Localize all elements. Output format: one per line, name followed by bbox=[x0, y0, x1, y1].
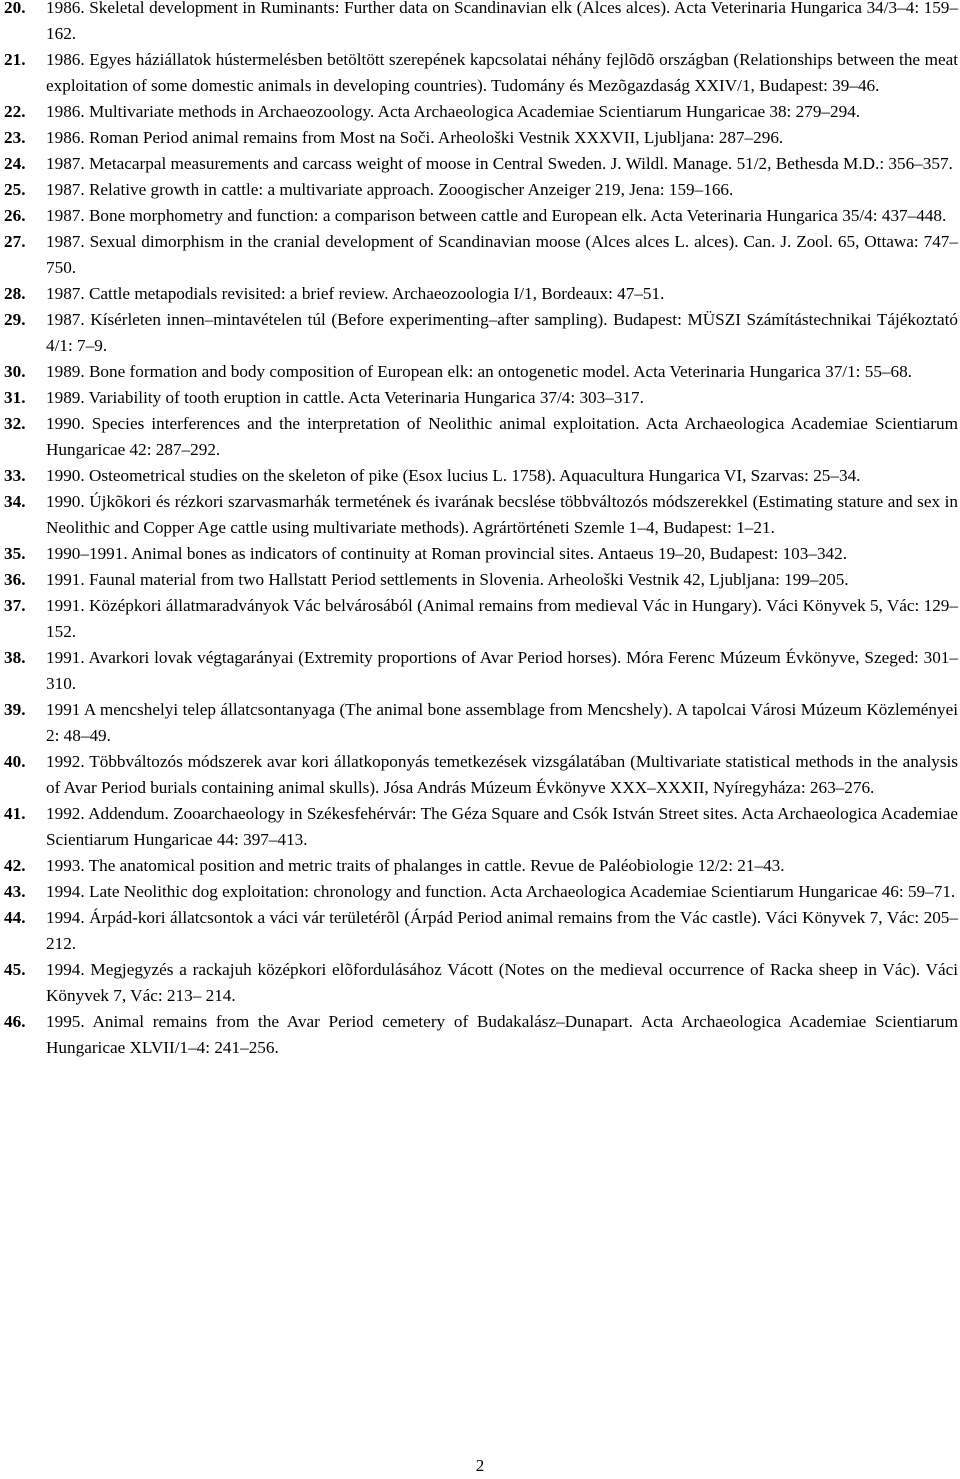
entry-citation: 1986. Roman Period animal remains from Most na Soči. Arheološki Vestnik XXXVII, Ljubljana: 287–296. bbox=[46, 128, 784, 147]
entry-citation: 1990–1991. Animal bones as indicators of continuity at Roman provincial sites. Antaeus 19–20, Budapest: 103–342. bbox=[46, 544, 848, 563]
bibliography-entry-44 bbox=[0, 905, 960, 957]
entry-number: 46. bbox=[4, 1012, 26, 1031]
entry-number: 23. bbox=[4, 128, 26, 147]
bibliography-entry-33 bbox=[0, 463, 960, 489]
entry-citation: 1986. Skeletal development in Ruminants: Further data on Scandinavian elk (Alces alces). Acta Veterinaria Hungarica 34/3–4: 159–162. bbox=[46, 0, 958, 43]
entry-citation: 1990. Újkõkori és rézkori szarvasmarhák termetének és ivarának becslése többváltozós módszerekkel (Estimating stature and sex in Neolithic and Copper Age cattle using multivariate methods). Agrártörténeti Szemle 1–4, Budapest: 1–21. bbox=[46, 492, 958, 537]
bibliography-entry-34 bbox=[0, 489, 960, 541]
entry-number: 31. bbox=[4, 388, 26, 407]
entry-citation: 1991. Avarkori lovak végtagarányai (Extremity proportions of Avar Period horses). Móra Ferenc Múzeum Évkönyve, Szeged: 301–310. bbox=[46, 648, 958, 693]
entry-citation: 1986. Multivariate methods in Archaeozoology. Acta Archaeologica Academiae Scientiarum Hungaricae 38: 279–294. bbox=[46, 102, 861, 121]
entry-number: 32. bbox=[4, 414, 26, 433]
bibliography-entry-40 bbox=[0, 749, 960, 801]
entry-citation: 1987. Bone morphometry and function: a comparison between cattle and European elk. Acta Veterinaria Hungarica 35/4: 437–448. bbox=[46, 206, 947, 225]
bibliography-entry-28 bbox=[0, 281, 960, 307]
bibliography-entry-38 bbox=[0, 645, 960, 697]
entry-citation: 1989. Bone formation and body composition of European elk: an ontogenetic model. Acta Veterinaria Hungarica 37/1: 55–68. bbox=[46, 362, 913, 381]
entry-number: 27. bbox=[4, 232, 26, 251]
entry-citation: 1990. Osteometrical studies on the skeleton of pike (Esox lucius L. 1758). Aquacultura Hungarica VI, Szarvas: 25–34. bbox=[46, 466, 861, 485]
bibliography-entry-35 bbox=[0, 541, 960, 567]
entry-number: 35. bbox=[4, 544, 26, 563]
entry-number: 44. bbox=[4, 908, 26, 927]
entry-citation: 1994. Árpád-kori állatcsontok a váci vár területérõl (Árpád Period animal remains from the Vác castle). Váci Könyvek 7, Vác: 205–212. bbox=[46, 908, 958, 953]
bibliography-entry-43 bbox=[0, 879, 960, 905]
entry-number: 30. bbox=[4, 362, 26, 381]
entry-citation: 1986. Egyes háziállatok hústermelésben betöltött szerepének kapcsolatai néhány fejlõdõ országban (Relationships between the meat exploitation of some domestic animals in developing countries). Tudomány és Mezõgazdaság XXIV/1, Budapest: 39–46. bbox=[46, 50, 958, 95]
entry-number: 21. bbox=[4, 50, 26, 69]
bibliography-entry-39 bbox=[0, 697, 960, 749]
bibliography-entry-24 bbox=[0, 151, 960, 177]
bibliography-entry-20 bbox=[0, 0, 960, 47]
bibliography-entry-36 bbox=[0, 567, 960, 593]
entry-citation: 1993. The anatomical position and metric traits of phalanges in cattle. Revue de Paléobiologie 12/2: 21–43. bbox=[46, 856, 785, 875]
entry-number: 28. bbox=[4, 284, 26, 303]
bibliography-entry-42 bbox=[0, 853, 960, 879]
entry-number: 26. bbox=[4, 206, 26, 225]
entry-number: 40. bbox=[4, 752, 26, 771]
entry-citation: 1991. Középkori állatmaradványok Vác belvárosából (Animal remains from medieval Vác in Hungary). Váci Könyvek 5, Vác: 129–152. bbox=[46, 596, 958, 641]
bibliography-entry-23 bbox=[0, 125, 960, 151]
entry-citation: 1995. Animal remains from the Avar Period cemetery of Budakalász–Dunapart. Acta Archaeologica Academiae Scientiarum Hungaricae XLVII/1–4: 241–256. bbox=[46, 1012, 958, 1057]
bibliography-entry-46 bbox=[0, 1009, 960, 1061]
entry-citation: 1990. Species interferences and the interpretation of Neolithic animal exploitation. Acta Archaeologica Academiae Scientiarum Hungaricae 42: 287–292. bbox=[46, 414, 958, 459]
entry-number: 20. bbox=[4, 0, 26, 17]
entry-citation: 1987. Sexual dimorphism in the cranial development of Scandinavian moose (Alces alces L. alces). Can. J. Zool. 65, Ottawa: 747–750. bbox=[46, 232, 958, 277]
entry-citation: 1991. Faunal material from two Hallstatt Period settlements in Slovenia. Arheološki Vestnik 42, Ljubljana: 199–205. bbox=[46, 570, 849, 589]
entry-citation: 1994. Megjegyzés a rackajuh középkori elõfordulásához Vácott (Notes on the medieval occurrence of Racka sheep in Vác). Váci Könyvek 7, Vác: 213– 214. bbox=[46, 960, 958, 1005]
entry-citation: 1987. Relative growth in cattle: a multivariate approach. Zooogischer Anzeiger 219, Jena: 159–166. bbox=[46, 180, 734, 199]
entry-number: 36. bbox=[4, 570, 26, 589]
page-number: 2 bbox=[475, 1456, 485, 1475]
bibliography-entry-41 bbox=[0, 801, 960, 853]
entry-number: 29. bbox=[4, 310, 26, 329]
bibliography-entry-26 bbox=[0, 203, 960, 229]
bibliography-entry-32 bbox=[0, 411, 960, 463]
bibliography-entry-37 bbox=[0, 593, 960, 645]
bibliography-entry-25 bbox=[0, 177, 960, 203]
bibliography-entry-22 bbox=[0, 99, 960, 125]
entry-number: 33. bbox=[4, 466, 26, 485]
entry-number: 37. bbox=[4, 596, 26, 615]
bibliography-entry-31 bbox=[0, 385, 960, 411]
entry-citation: 1987. Cattle metapodials revisited: a brief review. Archaeozoologia I/1, Bordeaux: 47–51. bbox=[46, 284, 665, 303]
entry-citation: 1987. Kísérleten innen–mintavételen túl (Before experimenting–after sampling). Budapest: MÜSZI Számítástechnikai Tájékoztató 4/1: 7–9. bbox=[46, 310, 958, 355]
entry-number: 41. bbox=[4, 804, 26, 823]
entry-number: 45. bbox=[4, 960, 26, 979]
entry-citation: 1992. Többváltozós módszerek avar kori állatkoponyás temetkezések vizsgálatában (Multivariate statistical methods in the analysis of Avar Period burials containing animal skulls). Jósa András Múzeum Évkönyve XXX–XXXII, Nyíregyháza: 263–276. bbox=[46, 752, 958, 797]
entry-citation: 1992. Addendum. Zooarchaeology in Székesfehérvár: The Géza Square and Csók István Street sites. Acta Archaeologica Academiae Scientiarum Hungaricae 44: 397–413. bbox=[46, 804, 958, 849]
entry-citation: 1994. Late Neolithic dog exploitation: chronology and function. Acta Archaeologica Academiae Scientiarum Hungaricae 46: 59–71. bbox=[46, 882, 956, 901]
entry-citation: 1989. Variability of tooth eruption in cattle. Acta Veterinaria Hungarica 37/4: 303–317. bbox=[46, 388, 644, 407]
bibliography-entry-21 bbox=[0, 47, 960, 99]
entry-number: 42. bbox=[4, 856, 26, 875]
bibliography-entry-45 bbox=[0, 957, 960, 1009]
entry-number: 38. bbox=[4, 648, 26, 667]
entry-number: 39. bbox=[4, 700, 26, 719]
entry-number: 24. bbox=[4, 154, 26, 173]
entry-number: 34. bbox=[4, 492, 26, 511]
entry-citation: 1987. Metacarpal measurements and carcass weight of moose in Central Sweden. J. Wildl. Manage. 51/2, Bethesda M.D.: 356–357. bbox=[46, 154, 953, 173]
bibliography-entry-30 bbox=[0, 359, 960, 385]
bibliography-entry-29 bbox=[0, 307, 960, 359]
entry-number: 22. bbox=[4, 102, 26, 121]
entry-number: 25. bbox=[4, 180, 26, 199]
entry-citation: 1991 A mencshelyi telep állatcsontanyaga (The animal bone assemblage from Mencshely). A tapolcai Városi Múzeum Közleményei 2: 48–49. bbox=[46, 700, 958, 745]
entry-number: 43. bbox=[4, 882, 26, 901]
bibliography-entry-27 bbox=[0, 229, 960, 281]
